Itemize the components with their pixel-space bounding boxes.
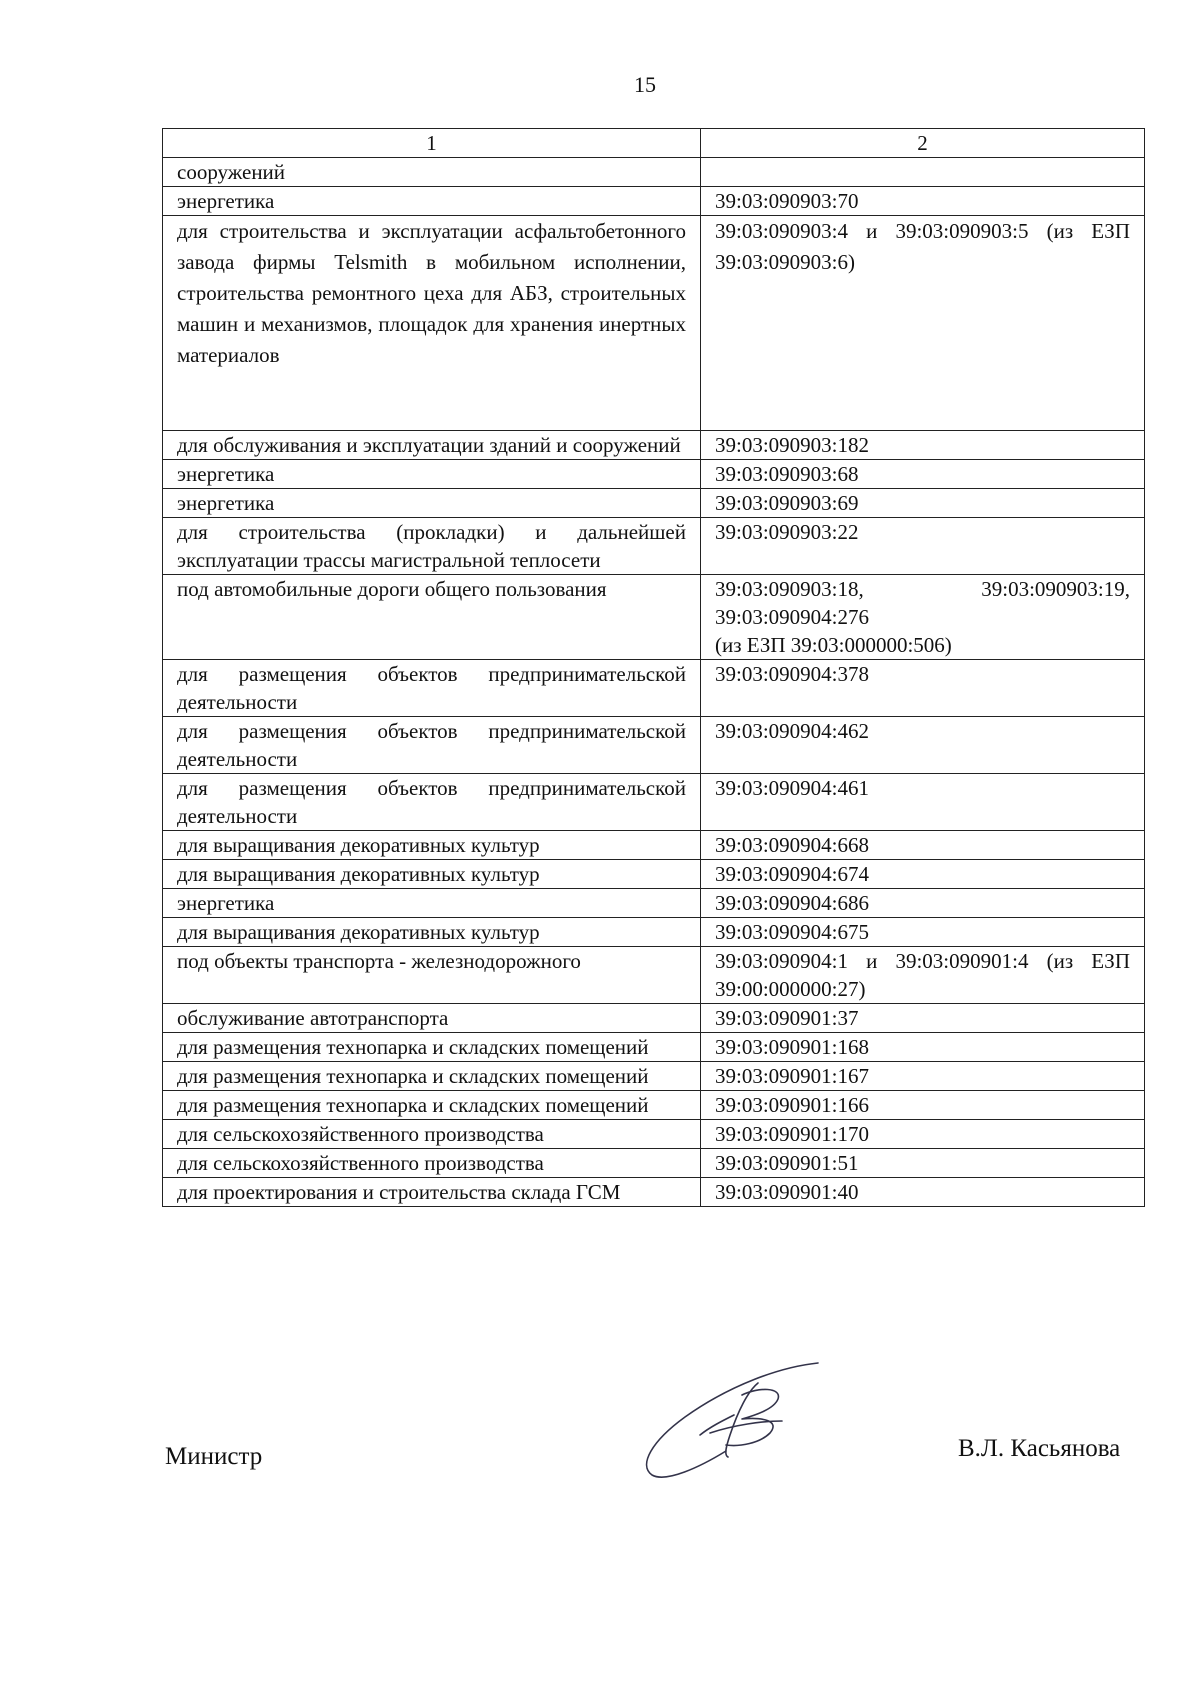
table-row [163,660,1145,717]
signer-title: Министр [165,1443,263,1470]
table-row [163,1120,1145,1149]
purpose-cell: для проектирования и строительства склада ГСМ [163,1178,701,1207]
cadastral-number-cell: 39:03:090901:170 [701,1120,1145,1149]
table-row [163,489,1145,518]
purpose-cell: под объекты транспорта - железнодорожного [163,947,701,1004]
purpose-cell: для обслуживания и эксплуатации зданий и сооружений [163,431,701,460]
purpose-cell: для выращивания декоративных культур [163,831,701,860]
purpose-cell: для размещения технопарка и складских помещений [163,1091,701,1120]
table-row [163,774,1145,831]
cadastral-number-cell: 39:03:090901:166 [701,1091,1145,1120]
purpose-cell: для размещения объектов предпринимательской деятельности [163,660,701,717]
page-number: 15 [634,72,656,97]
purpose-cell: энергетика [163,889,701,918]
table-row [163,1062,1145,1091]
table-row [163,831,1145,860]
purpose-cell: энергетика [163,460,701,489]
purpose-cell: для размещения объектов предпринимательской деятельности [163,774,701,831]
purpose-cell: для сельскохозяйственного производства [163,1120,701,1149]
cadastral-number-cell: 39:03:090904:462 [701,717,1145,774]
cadastral-number-cell: 39:03:090903:70 [701,187,1145,216]
cadastral-number-cell [701,158,1145,187]
table-row [163,187,1145,216]
cadastral-number-cell: 39:03:090904:1 и 39:03:090901:4 (из ЕЗП 39:00:000000:27) [701,947,1145,1004]
table-row [163,216,1145,431]
cadastral-number-line: 39:03:090903:18, 39:03:090903:19, 39:03:090904:276 [715,577,1130,629]
cadastral-number-cell: 39:03:090903:182 [701,431,1145,460]
purpose-cell: для выращивания декоративных культур [163,918,701,947]
column-header-2: 2 [701,129,1145,158]
purpose-cell: для строительства и эксплуатации асфальтобетонного завода фирмы Telsmith в мобильном исполнении, строительства ремонтного цеха для АБЗ, строительных машин и механизмов, площадок для хранения инертных материалов [163,216,701,431]
purpose-cell: для размещения объектов предпринимательской деятельности [163,717,701,774]
cadastral-number-note: (из ЕЗП 39:03:000000:506) [715,633,952,657]
cadastral-number-cell: 39:03:090903:68 [701,460,1145,489]
purpose-cell: энергетика [163,187,701,216]
cadastral-number-cell: 39:03:090903:22 [701,518,1145,575]
cadastral-number-cell: 39:03:090904:674 [701,860,1145,889]
cadastral-number-cell: 39:03:090904:378 [701,660,1145,717]
cadastral-number-cell: 39:03:090901:40 [701,1178,1145,1207]
table-row [163,889,1145,918]
table-row [163,1178,1145,1207]
table-row [163,860,1145,889]
table-header-row [163,129,1145,158]
table-row [163,518,1145,575]
column-header-1: 1 [163,129,701,158]
cadastral-number-cell: 39:03:090901:37 [701,1004,1145,1033]
table-row [163,1091,1145,1120]
purpose-cell: энергетика [163,489,701,518]
cadastral-number-cell: 39:03:090904:461 [701,774,1145,831]
cadastral-number-cell: 39:03:090901:167 [701,1062,1145,1091]
cadastral-number-cell: 39:03:090901:168 [701,1033,1145,1062]
table-row [163,947,1145,1004]
signer-name: В.Л. Касьянова [958,1435,1121,1462]
land-plots-table [162,128,1145,1207]
table-row [163,1033,1145,1062]
signature-block [0,1355,1200,1485]
purpose-cell: для сельскохозяйственного производства [163,1149,701,1178]
table-row [163,717,1145,774]
purpose-cell: для выращивания декоративных культур [163,860,701,889]
cadastral-number-cell [701,575,1145,660]
cadastral-number-cell: 39:03:090903:69 [701,489,1145,518]
purpose-cell: для размещения технопарка и складских помещений [163,1062,701,1091]
purpose-cell: под автомобильные дороги общего пользования [163,575,701,660]
table-row [163,431,1145,460]
table-row [163,158,1145,187]
table-row [163,1004,1145,1033]
purpose-cell: для размещения технопарка и складских помещений [163,1033,701,1062]
cadastral-number-cell: 39:03:090904:668 [701,831,1145,860]
cadastral-number-cell: 39:03:090901:51 [701,1149,1145,1178]
table-row [163,918,1145,947]
cadastral-number-cell: 39:03:090904:686 [701,889,1145,918]
purpose-cell: сооружений [163,158,701,187]
table-row [163,1149,1145,1178]
purpose-cell: обслуживание автотранспорта [163,1004,701,1033]
handwritten-signature [630,1355,830,1485]
table-row [163,460,1145,489]
table-row [163,575,1145,660]
cadastral-number-cell: 39:03:090904:675 [701,918,1145,947]
cadastral-number-cell: 39:03:090903:4 и 39:03:090903:5 (из ЕЗП 39:03:090903:6) [701,216,1145,431]
purpose-cell: для строительства (прокладки) и дальнейшей эксплуатации трассы магистральной теплосети [163,518,701,575]
